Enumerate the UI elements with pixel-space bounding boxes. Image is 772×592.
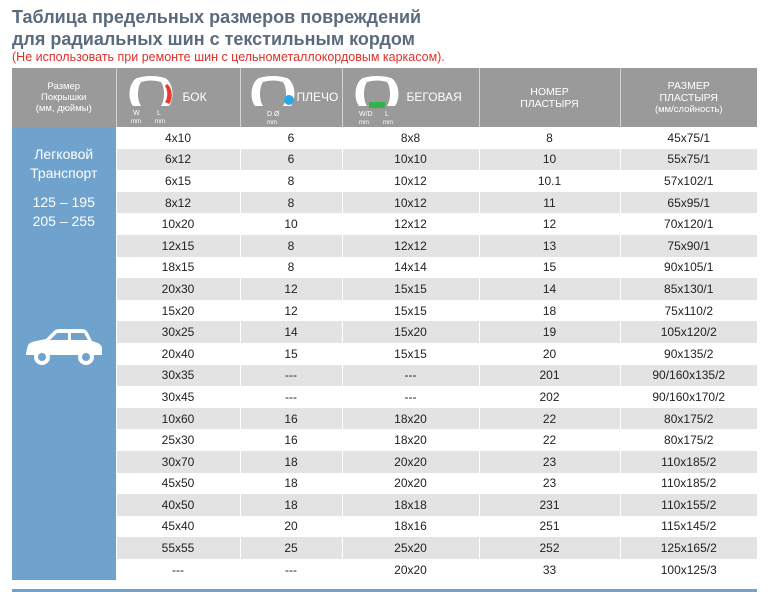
vehicle-category-line-2: Транспорт	[30, 165, 98, 181]
table-row	[12, 516, 757, 538]
table-row	[12, 192, 757, 214]
cell-patch-size: 65x95/1	[620, 192, 757, 214]
cell-patch-size: 55x75/1	[620, 149, 757, 171]
header-shoulder-label: ПЛЕЧО	[296, 90, 339, 104]
cell-patch-number: 10.1	[479, 170, 620, 192]
header-sidewall	[116, 68, 240, 127]
cell-patch-size: 90/160x135/2	[620, 365, 757, 387]
cell-patch-size: 105x120/2	[620, 321, 757, 343]
cell-sidewall: 10x20	[116, 213, 240, 235]
cell-patch-number: 8	[479, 127, 620, 149]
cell-patch-number: 15	[479, 257, 620, 279]
cell-tread: 18x18	[342, 494, 479, 516]
header-patch-number-line-1: НОМЕР	[530, 85, 569, 98]
table-row	[12, 300, 757, 322]
cell-shoulder: 8	[240, 170, 342, 192]
cell-shoulder: ---	[240, 386, 342, 408]
svg-text:D Ø: D Ø	[266, 111, 279, 118]
tire-size-range-1: 125 – 195	[32, 194, 95, 210]
table-row	[12, 537, 757, 559]
cell-patch-size: 45x75/1	[620, 127, 757, 149]
cell-sidewall: 30x35	[116, 365, 240, 387]
header-patch-size	[620, 68, 757, 127]
cell-patch-size: 125x165/2	[620, 537, 757, 559]
cell-patch-size: 85x130/1	[620, 278, 757, 300]
table-header-row	[12, 68, 757, 127]
cell-patch-number: 201	[479, 365, 620, 387]
cell-sidewall: 45x40	[116, 516, 240, 538]
svg-text:mm: mm	[154, 119, 165, 125]
table-row	[12, 278, 757, 300]
vehicle-category-label	[12, 145, 116, 183]
cell-sidewall: 25x30	[116, 429, 240, 451]
svg-text:mm: mm	[266, 120, 277, 126]
cell-patch-size: 100x125/3	[620, 559, 757, 581]
svg-text:mm: mm	[382, 120, 393, 126]
table-row	[12, 213, 757, 235]
svg-text:mm: mm	[358, 120, 369, 126]
cell-sidewall: 55x55	[116, 537, 240, 559]
table-row	[12, 149, 757, 171]
cell-sidewall: 4x10	[116, 127, 240, 149]
cell-tread: ---	[342, 365, 479, 387]
header-patch-number	[479, 68, 620, 127]
cell-tread: 14x14	[342, 257, 479, 279]
cell-tread: 12x12	[342, 213, 479, 235]
vehicle-category-cell	[12, 127, 116, 580]
cell-shoulder: 6	[240, 127, 342, 149]
cell-sidewall: 30x70	[116, 451, 240, 473]
warning-note: (Не использовать при ремонте шин с цельнометаллокордовым каркасом).	[12, 50, 445, 64]
cell-tread: 25x20	[342, 537, 479, 559]
cell-shoulder: 14	[240, 321, 342, 343]
table-row	[12, 494, 757, 516]
cell-shoulder: 15	[240, 343, 342, 365]
cell-shoulder: 18	[240, 473, 342, 495]
table-row	[12, 343, 757, 365]
title-line-2: для радиальных шин с текстильным кордом	[12, 29, 415, 49]
tire-tread-icon	[347, 72, 407, 126]
cell-patch-number: 252	[479, 537, 620, 559]
cell-shoulder: ---	[240, 559, 342, 581]
cell-patch-number: 23	[479, 473, 620, 495]
table-row	[12, 321, 757, 343]
cell-tread: 15x15	[342, 343, 479, 365]
tire-shoulder-icon	[245, 72, 301, 126]
cell-patch-size: 110x155/2	[620, 494, 757, 516]
header-shoulder	[240, 68, 342, 127]
cell-sidewall: 6x12	[116, 149, 240, 171]
cell-patch-size: 115x145/2	[620, 516, 757, 538]
header-tire-size-line-3: (мм, дюймы)	[35, 103, 92, 114]
cell-sidewall: 30x45	[116, 386, 240, 408]
table-row	[12, 170, 757, 192]
cell-shoulder: 12	[240, 278, 342, 300]
cell-patch-size: 90x105/1	[620, 257, 757, 279]
cell-patch-size: 75x110/2	[620, 300, 757, 322]
cell-shoulder: ---	[240, 365, 342, 387]
svg-text:L: L	[156, 110, 161, 117]
cell-shoulder: 8	[240, 235, 342, 257]
cell-sidewall: 15x20	[116, 300, 240, 322]
title-line-1: Таблица предельных размеров повреждений	[12, 7, 422, 27]
table-row	[12, 127, 757, 149]
cell-tread: 20x20	[342, 559, 479, 581]
cell-patch-number: 14	[479, 278, 620, 300]
cell-patch-size: 90/160x170/2	[620, 386, 757, 408]
cell-patch-size: 80x175/2	[620, 408, 757, 430]
page-title	[12, 6, 421, 50]
cell-shoulder: 18	[240, 451, 342, 473]
cell-sidewall: 30x25	[116, 321, 240, 343]
svg-text:W/D: W/D	[358, 111, 373, 118]
cell-shoulder: 8	[240, 192, 342, 214]
cell-sidewall: 45x50	[116, 473, 240, 495]
cell-tread: 18x20	[342, 408, 479, 430]
cell-tread: 20x20	[342, 451, 479, 473]
cell-shoulder: 8	[240, 257, 342, 279]
svg-text:mm: mm	[130, 119, 141, 125]
cell-shoulder: 10	[240, 213, 342, 235]
cell-patch-number: 20	[479, 343, 620, 365]
tire-size-range	[12, 193, 116, 231]
table-row	[12, 365, 757, 387]
header-patch-size-line-1: РАЗМЕР	[667, 79, 710, 92]
cell-sidewall: 18x15	[116, 257, 240, 279]
cell-tread: 20x20	[342, 473, 479, 495]
cell-sidewall: 40x50	[116, 494, 240, 516]
cell-patch-number: 22	[479, 408, 620, 430]
table-row	[12, 235, 757, 257]
cell-sidewall: 8x12	[116, 192, 240, 214]
cell-tread: 10x12	[342, 192, 479, 214]
cell-patch-size: 75x90/1	[620, 235, 757, 257]
header-tire-size-line-1: Размер	[47, 81, 81, 92]
cell-patch-size: 57x102/1	[620, 170, 757, 192]
svg-text:W: W	[132, 110, 140, 117]
table-row	[12, 408, 757, 430]
header-tread-label: БЕГОВАЯ	[406, 90, 462, 104]
cell-tread: 10x10	[342, 149, 479, 171]
cell-patch-number: 10	[479, 149, 620, 171]
cell-patch-size: 90x135/2	[620, 343, 757, 365]
header-patch-size-line-3: (мм/слойность)	[654, 103, 723, 115]
cell-tread: 15x20	[342, 321, 479, 343]
header-patch-size-line-2: ПЛАСТЫРЯ	[659, 91, 718, 104]
svg-text:L: L	[384, 111, 389, 118]
cell-tread: 10x12	[342, 170, 479, 192]
cell-shoulder: 25	[240, 537, 342, 559]
cell-patch-number: 202	[479, 386, 620, 408]
table-row	[12, 257, 757, 279]
header-patch-number-line-2: ПЛАСТЫРЯ	[520, 97, 579, 110]
header-tire-size-line-2: Покрышки	[41, 92, 87, 103]
table-body	[12, 127, 757, 580]
cell-tread: 12x12	[342, 235, 479, 257]
cell-shoulder: 16	[240, 408, 342, 430]
table-row	[12, 473, 757, 495]
cell-tread: 8x8	[342, 127, 479, 149]
tire-size-range-2: 205 – 255	[32, 213, 95, 229]
car-icon	[22, 327, 104, 367]
cell-shoulder: 12	[240, 300, 342, 322]
cell-patch-number: 22	[479, 429, 620, 451]
cell-patch-number: 33	[479, 559, 620, 581]
cell-sidewall: 10x60	[116, 408, 240, 430]
cell-patch-number: 11	[479, 192, 620, 214]
tire-sidewall-icon	[121, 72, 181, 126]
cell-tread: 18x16	[342, 516, 479, 538]
cell-patch-number: 251	[479, 516, 620, 538]
damage-size-table	[12, 68, 757, 580]
vehicle-category-line-1: Легковой	[34, 146, 94, 162]
cell-patch-number: 19	[479, 321, 620, 343]
header-tire-size	[12, 68, 116, 127]
table-row	[12, 559, 757, 581]
cell-patch-number: 13	[479, 235, 620, 257]
cell-patch-size: 70x120/1	[620, 213, 757, 235]
cell-shoulder: 20	[240, 516, 342, 538]
cell-tread: 15x15	[342, 300, 479, 322]
cell-sidewall: 20x40	[116, 343, 240, 365]
cell-patch-size: 110x185/2	[620, 451, 757, 473]
cell-patch-size: 110x185/2	[620, 473, 757, 495]
cell-sidewall: 6x15	[116, 170, 240, 192]
cell-patch-number: 231	[479, 494, 620, 516]
cell-sidewall: 12x15	[116, 235, 240, 257]
cell-patch-number: 12	[479, 213, 620, 235]
cell-tread: 15x15	[342, 278, 479, 300]
cell-patch-number: 18	[479, 300, 620, 322]
cell-sidewall: 20x30	[116, 278, 240, 300]
table-row	[12, 451, 757, 473]
header-tread	[342, 68, 479, 127]
table-row	[12, 429, 757, 451]
cell-shoulder: 6	[240, 149, 342, 171]
cell-patch-size: 80x175/2	[620, 429, 757, 451]
cell-tread: 18x20	[342, 429, 479, 451]
cell-tread: ---	[342, 386, 479, 408]
cell-shoulder: 18	[240, 494, 342, 516]
table-row	[12, 386, 757, 408]
cell-sidewall: ---	[116, 559, 240, 581]
cell-patch-number: 23	[479, 451, 620, 473]
cell-shoulder: 16	[240, 429, 342, 451]
header-sidewall-label: БОК	[182, 90, 207, 104]
